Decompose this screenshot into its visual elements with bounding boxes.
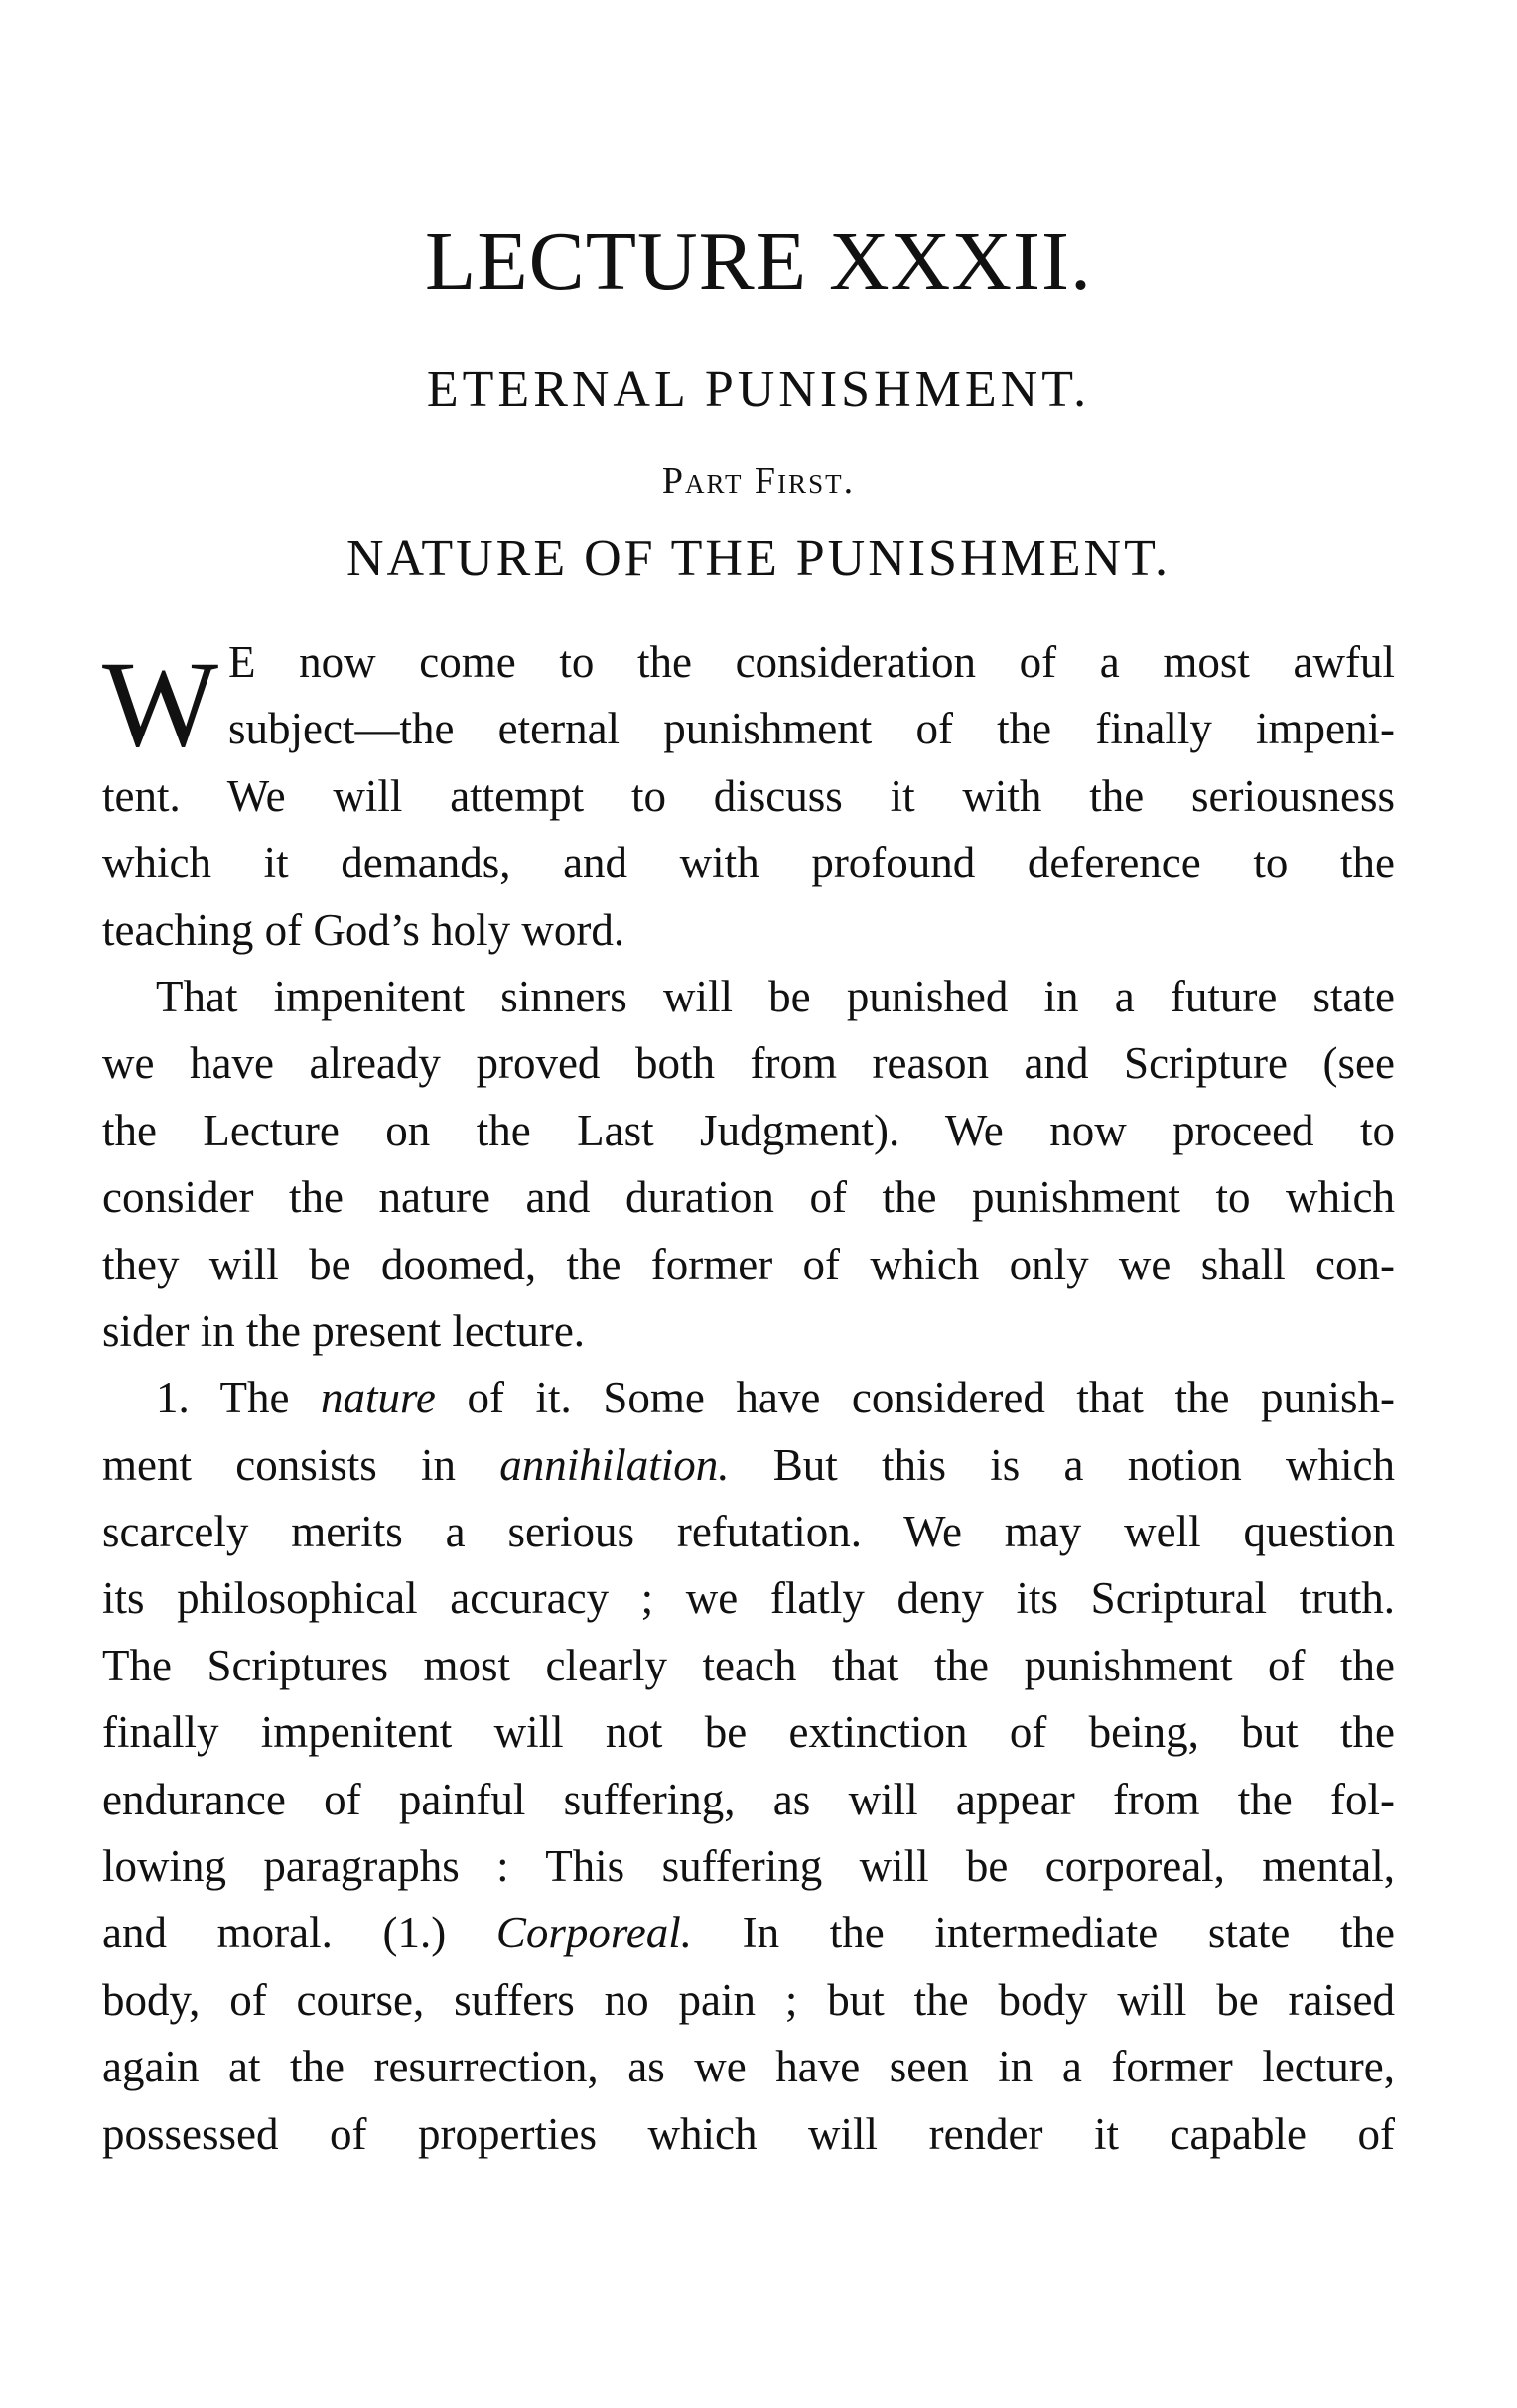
part-heading: Part First. — [661, 461, 856, 502]
italic-term: annihilation. — [499, 1439, 730, 1490]
text-line — [102, 1365, 1395, 1431]
text-line: lowing paragraphs : This suffering will be corporeal, mental, — [102, 1841, 1395, 1892]
italic-term: Corporeal. — [495, 1908, 692, 1958]
paragraph-1 — [102, 629, 1395, 964]
lecture-title: LECTURE XXXII. — [425, 215, 1092, 308]
text-line: sider in the present lecture. — [102, 1305, 586, 1356]
section-heading: NATURE OF THE PUNISHMENT. — [346, 530, 1171, 587]
text-line: the Lecture on the Last Judgment). We now proceed to — [102, 1105, 1395, 1155]
paragraph-2 — [102, 964, 1395, 1365]
text-line — [102, 1900, 1395, 1966]
body-text — [102, 629, 1395, 2168]
lecture-subject: ETERNAL PUNISHMENT. — [426, 361, 1091, 418]
text-segment: In the intermediate state the — [691, 1908, 1395, 1958]
text-line: finally impenitent will not be extinction of being, but the — [102, 1707, 1395, 1758]
text-line: E now come to the consideration of a most awful — [228, 637, 1395, 687]
text-line: again at the resurrection, as we have seen in a former lecture, — [102, 2042, 1395, 2092]
text-line: body, of course, suffers no pain ; but the body will be raised — [102, 1974, 1395, 2025]
drop-cap: W — [102, 636, 219, 772]
text-line — [102, 1432, 1395, 1499]
paragraph-3 — [102, 1365, 1395, 2168]
text-line: its philosophical accuracy ; we flatly deny its Scriptural truth. — [102, 1573, 1395, 1624]
text-line: possessed of properties which will render it capable of — [102, 2108, 1395, 2159]
italic-term: nature — [321, 1373, 436, 1423]
text-line: That impenitent sinners will be punished in a future state — [156, 971, 1395, 1021]
text-line: The Scriptures most clearly teach that the punishment of the — [102, 1640, 1395, 1690]
text-line: tent. We will attempt to discuss it with the seriousness — [102, 770, 1395, 821]
text-segment: and moral. (1.) — [102, 1908, 496, 1958]
text-segment: ment consists in — [102, 1439, 500, 1490]
text-line: we have already proved both from reason and Scripture (see — [102, 1038, 1395, 1089]
text-segment: But this is a notion which — [729, 1439, 1396, 1490]
text-segment: 1. The — [156, 1373, 322, 1423]
text-line: teaching of God’s holy word. — [102, 904, 625, 955]
text-segment: of it. Some have considered that the punish- — [435, 1373, 1395, 1423]
text-line: which it demands, and with profound deference to the — [102, 838, 1395, 888]
text-line: consider the nature and duration of the punishment to which — [102, 1172, 1395, 1223]
text-line: they will be doomed, the former of which only we shall con- — [102, 1239, 1395, 1289]
text-line: scarcely merits a serious refutation. We may well question — [102, 1507, 1395, 1557]
text-line: endurance of painful suffering, as will appear from the fol- — [102, 1774, 1395, 1824]
text-line: subject—the eternal punishment of the finally impeni- — [228, 704, 1395, 754]
